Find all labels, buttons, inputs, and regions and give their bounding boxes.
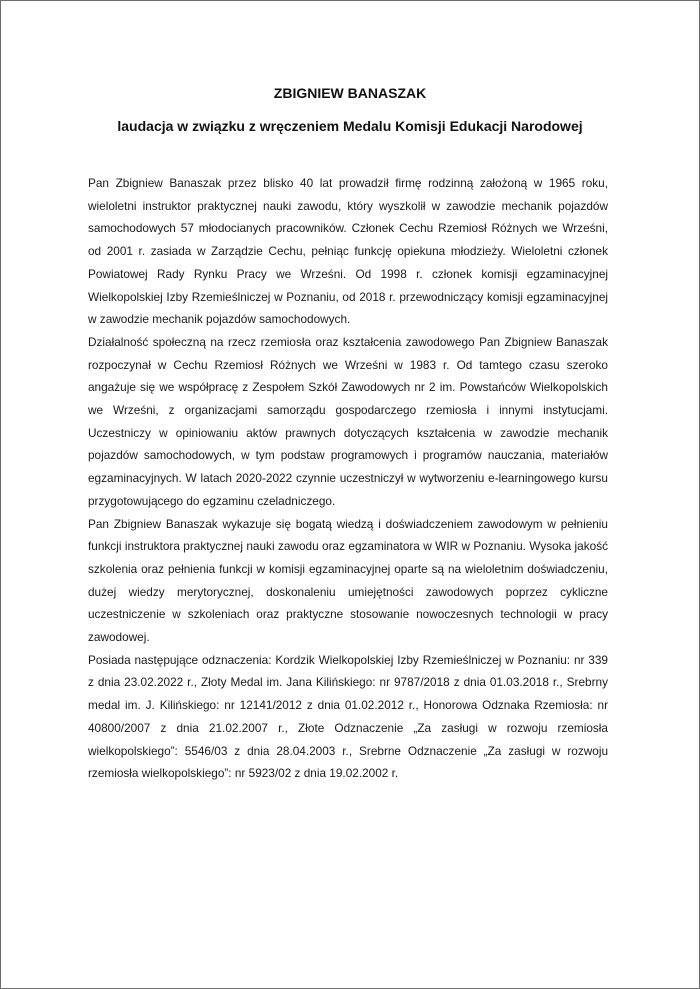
paragraph-career: Pan Zbigniew Banaszak przez blisko 40 lat prowadził firmę rodzinną założoną w 1965 roku, wieloletni instruktor praktycznej nauki zawodu, który wyszkolił w zawodzie mechanik pojazdów samochodowych 57 młodocianych pracowników. Członek Cechu Rzemiosł Różnych we Wrześni, od 2001 r. zasiada w Zarządzie Cechu, pełniąc funkcję opiekuna młodzieży. Wieloletni członek Powiatowej Rady Rynku Pracy we Wrześni. Od 1998 r. członek komisji egzaminacyjnej Wielkopolskiej Izby Rzemieślniczej w Poznaniu, od 2018 r. przewodniczący komisji egzaminacyjnej w zawodzie mechanik pojazdów samochodowych.: [88, 176, 608, 327]
paragraph-awards: Posiada następujące odznaczenia: Kordzik Wielkopolskiej Izby Rzemieślniczej w Poznaniu: nr 339 z dnia 23.02.2022 r., Złoty Medal im. Jana Kilińskiego: nr 9787/2018 z dnia 01.03.2018 r., Srebrny medal im. J. Kilińskiego: nr 12141/2012 z dnia 01.02.2012 r., Honorowa Odznaka Rzemiosła: nr 40800/2007 z dnia 21.02.2007 r., Złote Odznaczenie „Za zasługi w rozwoju rzemiosła wielkopolskiego”: 5546/03 z dnia 28.04.2003 r., Srebrne Odznaczenie „Za zasługi w rozwoju rzemiosła wielkopolskiego”: nr 5923/02 z dnia 19.02.2002 r.: [88, 652, 608, 781]
document-body: [88, 172, 608, 785]
paragraph-expertise: Pan Zbigniew Banaszak wykazuje się bogatą wiedzą i doświadczeniem zawodowym w pełnieniu funkcji instruktora praktycznej nauki zawodu oraz egzaminatora w WIR w Poznaniu. Wysoka jakość szkolenia oraz pełnienia funkcji w komisji egzaminacyjnej oparte są na wieloletnim doświadczeniu, dużej wiedzy merytorycznej, doskonaleniu umiejętności zawodowych poprzez cykliczne uczestniczenie w szkoleniach oraz praktyczne stosowanie nowoczesnych technologii w pracy zawodowej.: [88, 516, 608, 645]
document-title: ZBIGNIEW BANASZAK: [273, 85, 427, 101]
document-subtitle: laudacja w związku z wręczeniem Medalu Komisji Edukacji Narodowej: [117, 118, 583, 134]
paragraph-social-activity: Działalność społeczną na rzecz rzemiosła oraz kształcenia zawodowego Pan Zbigniew Banaszak rozpoczynał w Cechu Rzemiosł Różnych we Wrześni w 1983 r. Od tamtego czasu szeroko angażuje się we współpracę z Zespołem Szkół Zawodowych nr 2 im. Powstańców Wielkopolskich we Wrześni, z organizacjami samorządu gospodarczego rzemiosła i innymi instytucjami. Uczestniczy w opiniowaniu aktów prawnych dotyczących kształcenia w zawodzie mechanik pojazdów samochodowych, w tym podstaw programowych i programów nauczania, materiałów egzaminacyjnych. W latach 2020-2022 czynnie uczestniczył w wytworzeniu e-learningowego kursu przygotowującego do egzaminu czeladniczego.: [88, 334, 608, 508]
